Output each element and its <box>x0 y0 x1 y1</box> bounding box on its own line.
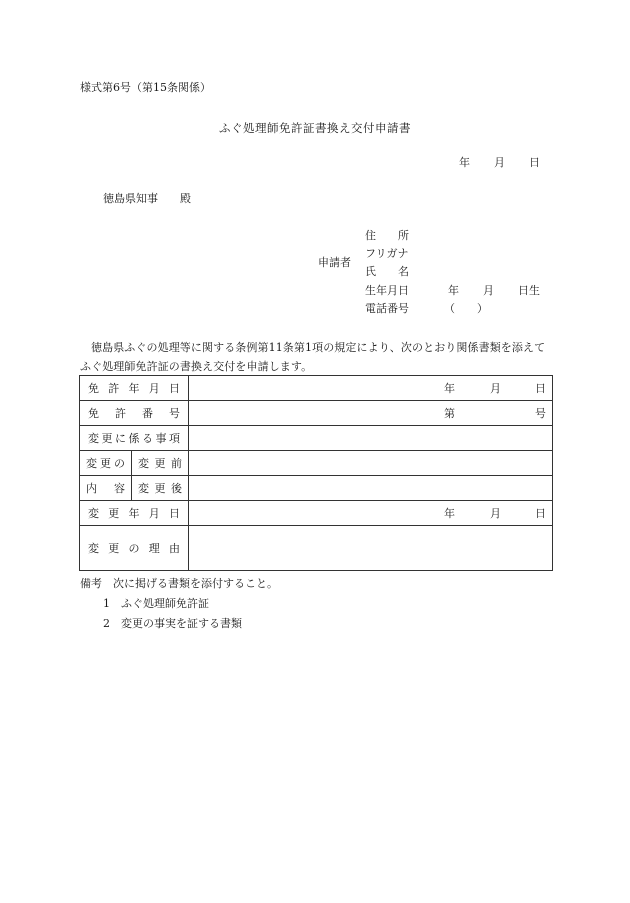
address-label: 住 所 <box>365 229 409 242</box>
change-matter-label: 変更に係る事項 <box>80 426 189 451</box>
date-day-label: 日 <box>529 156 540 169</box>
table-row <box>80 426 553 451</box>
birth-month-label: 月 <box>483 284 494 297</box>
furigana-label: フリガナ <box>365 247 409 260</box>
table-row <box>80 501 553 526</box>
table-row <box>80 401 553 426</box>
notes-heading: 備考 次に掲げる書類を添付すること。 <box>80 577 278 590</box>
change-reason-label: 変更の理由 <box>80 526 189 571</box>
applicant-label: 申請者 <box>318 256 351 269</box>
application-statement: 徳島県ふぐの処理等に関する条例第11条第1項の規定により、次のとおり関係書類を添えてふぐ処理師免許証の書換え交付を申請します。 <box>80 341 546 373</box>
license-number-label: 免許番号 <box>80 401 189 426</box>
before-change-field[interactable] <box>189 451 553 476</box>
change-year-label: 年 <box>444 507 455 520</box>
recipient <box>103 193 191 204</box>
license-number-field[interactable] <box>189 401 553 426</box>
before-change-label: 変更前 <box>132 451 189 476</box>
table-row <box>80 526 553 571</box>
application-table <box>79 375 553 571</box>
recipient-name: 徳島県知事 <box>103 192 158 205</box>
license-date-field[interactable] <box>189 376 553 401</box>
change-content-label-bottom: 内容 <box>80 476 132 501</box>
birth-day-label: 日生 <box>518 284 540 297</box>
document-title: ふぐ処理師免許証書換え交付申請書 <box>219 121 411 135</box>
table-row <box>80 451 553 476</box>
change-reason-field[interactable] <box>189 526 553 571</box>
note-item: 1 ふぐ処理師免許証 <box>103 597 209 610</box>
note-item: 2 変更の事実を証する書類 <box>103 617 242 630</box>
birth-year-label: 年 <box>448 284 459 297</box>
recipient-honorific: 殿 <box>180 192 191 205</box>
table-row <box>80 476 553 501</box>
date-month-label: 月 <box>494 156 505 169</box>
form-number: 様式第6号（第15条関係） <box>80 81 211 94</box>
birthdate-label: 生年月日 <box>365 284 409 297</box>
license-month-label: 月 <box>490 382 501 395</box>
after-change-field[interactable] <box>189 476 553 501</box>
change-date-label: 変更年月日 <box>80 501 189 526</box>
change-date-field[interactable] <box>189 501 553 526</box>
change-day-label: 日 <box>535 507 546 520</box>
license-date-label: 免許年月日 <box>80 376 189 401</box>
license-year-label: 年 <box>444 382 455 395</box>
license-day-label: 日 <box>535 382 546 395</box>
phone-label: 電話番号 <box>365 302 409 315</box>
after-change-label: 変更後 <box>132 476 189 501</box>
license-go-label: 号 <box>535 407 546 420</box>
name-label: 氏 名 <box>365 265 409 278</box>
phone-area-code: （ ） <box>444 302 488 315</box>
date-year-label: 年 <box>459 156 470 169</box>
change-content-label-top: 変更の <box>80 451 132 476</box>
table-row <box>80 376 553 401</box>
license-dai-label: 第 <box>444 407 455 420</box>
change-matter-field[interactable] <box>189 426 553 451</box>
change-month-label: 月 <box>490 507 501 520</box>
